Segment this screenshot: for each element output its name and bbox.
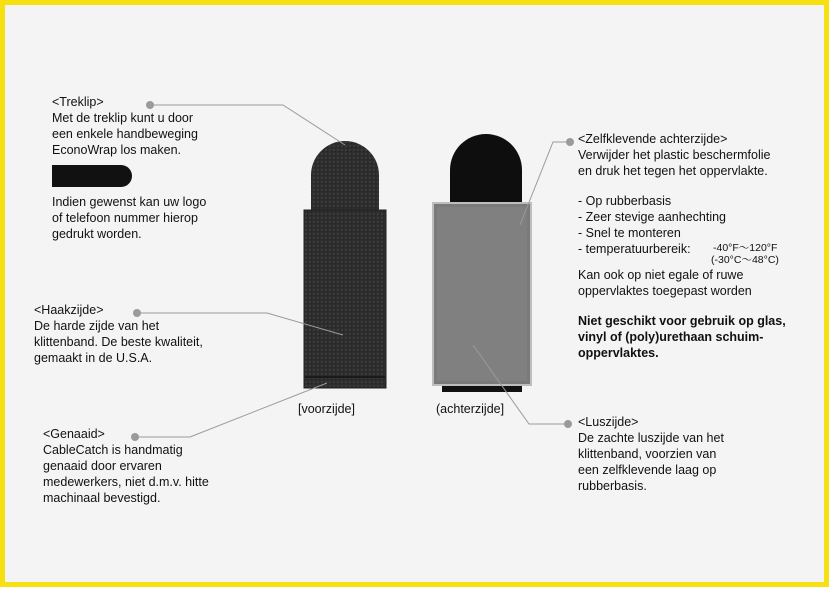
zelfklevende-line-2: en druk het tegen het oppervlakte. <box>578 164 768 178</box>
genaaid-line-3: medewerkers, niet d.m.v. hitte <box>43 475 209 489</box>
temp-fahrenheit: -40°F～120°F <box>713 242 778 254</box>
luszijde-line-1: De zachte luszijde van het <box>578 431 724 445</box>
treklip-logo-line-2: of telefoon nummer hierop <box>52 211 198 225</box>
haakzijde-heading: <Haakzijde> <box>34 303 104 317</box>
genaaid-heading: <Genaaid> <box>43 427 105 441</box>
treklip-swatch <box>52 165 132 187</box>
treklip-line-2: een enkele handbeweging <box>52 127 198 141</box>
front-strap <box>304 141 386 388</box>
luszijde-line-4: rubberbasis. <box>578 479 647 493</box>
zelfklevende-bullet-4: - temperatuurbereik: <box>578 242 691 256</box>
luszijde-heading: <Luszijde> <box>578 415 639 429</box>
zelfklevende-bullet-2: - Zeer stevige aanhechting <box>578 210 727 224</box>
treklip-text <box>52 94 198 158</box>
zelfklevende-text <box>578 131 786 361</box>
zelfklevende-heading: <Zelfklevende achterzijde> <box>578 132 728 146</box>
genaaid-text <box>43 426 209 506</box>
zelfklevende-extra-1: Kan ook op niet egale of ruwe <box>578 268 744 282</box>
treklip-logo-text <box>52 194 206 242</box>
back-caption: (achterzijde] <box>436 402 505 416</box>
treklip-line-1: Met de treklip kunt u door <box>52 111 194 125</box>
genaaid-line-4: machinaal bevestigd. <box>43 491 161 505</box>
temp-celsius: (-30°C～48°C) <box>711 254 779 266</box>
zelfklevende-bullet-1: - Op rubberbasis <box>578 194 672 208</box>
haakzijde-line-3: gemaakt in de U.S.A. <box>34 351 153 365</box>
haakzijde-line-2: klittenband. De beste kwaliteit, <box>34 335 203 349</box>
luszijde-line-3: een zelfklevende laag op <box>578 463 717 477</box>
treklip-line-3: EconoWrap los maken. <box>52 143 181 157</box>
haakzijde-text <box>34 302 203 366</box>
front-caption: [voorzijde] <box>298 402 355 416</box>
luszijde-text <box>578 414 724 494</box>
warning-line-1: Niet geschikt voor gebruik op glas, <box>578 314 786 328</box>
warning-line-3: oppervlaktes. <box>578 346 659 360</box>
back-strap <box>433 134 531 392</box>
genaaid-line-2: genaaid door ervaren <box>43 459 162 473</box>
zelfklevende-line-1: Verwijder het plastic beschermfolie <box>578 148 771 162</box>
treklip-logo-line-3: gedrukt worden. <box>52 227 142 241</box>
treklip-heading: <Treklip> <box>52 95 104 109</box>
zelfklevende-bullet-3: - Snel te monteren <box>578 226 681 240</box>
warning-line-2: vinyl of (poly)urethaan schuim- <box>578 330 764 344</box>
haakzijde-line-1: De harde zijde van het <box>34 319 160 333</box>
zelfklevende-extra-2: oppervlaktes toegepast worden <box>578 284 752 298</box>
treklip-logo-line-1: Indien gewenst kan uw logo <box>52 195 207 209</box>
genaaid-line-1: CableCatch is handmatig <box>43 443 183 457</box>
luszijde-line-2: klittenband, voorzien van <box>578 447 717 461</box>
temperature-row <box>578 241 786 266</box>
